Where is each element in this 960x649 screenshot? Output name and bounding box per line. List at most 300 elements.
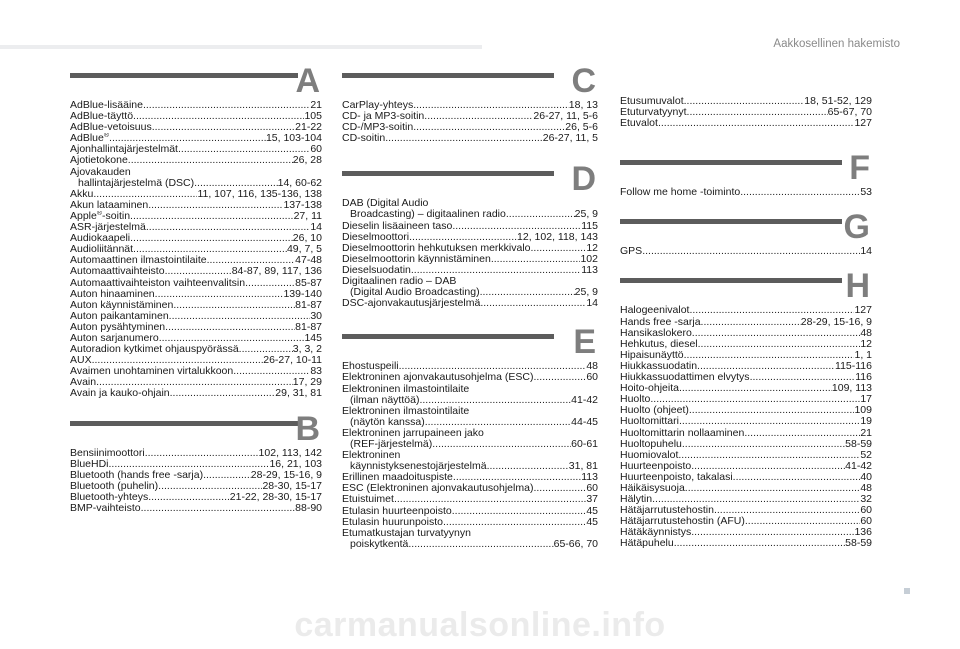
index-entry [620,187,872,198]
entry-pages: 21 [310,100,322,111]
entry-pages: 44-45 [571,416,598,428]
index-entry [620,538,872,549]
dot-leader [203,470,251,481]
index-entry [342,461,598,472]
index-entry [620,439,872,450]
index-section [342,323,598,550]
watermark: carmanualsonline.info [294,606,666,644]
dot-leader [109,459,270,470]
entry-pages: 60 [860,516,872,528]
entry-pages: 58-59 [845,438,872,450]
entry-term: GPS [620,246,643,258]
index-entry [620,394,872,405]
entry-pages: 83 [310,366,322,378]
dot-leader [233,366,310,377]
section-letter: C [571,62,596,100]
entry-pages: 84-87, 89, 117, 136 [231,266,322,278]
entry-term: Hiukkassuodatin [620,360,698,372]
entry-term: Dieselmoottorin käynnistäminen [342,253,491,265]
entry-term: Dieselmoottori [342,231,410,243]
index-entry [70,503,322,514]
dot-leader [155,289,284,300]
entry-pages: 37 [586,494,598,506]
index-entry [620,461,872,472]
dot-leader [533,483,586,494]
dot-leader [674,538,845,549]
dot-leader [679,416,860,427]
registered-mark: ® [103,133,110,140]
section-header [342,62,598,100]
section-header [620,267,872,306]
dot-leader [409,232,517,243]
index-column-3 [620,96,872,550]
entry-pages: 27, 11 [293,210,322,222]
index-column-2 [342,62,598,550]
page-header-title: Aakkosellinen hakemisto [773,38,900,50]
entry-pages: 115 [581,220,598,232]
dot-leader [194,178,278,189]
entry-term: Audiokaapeli [70,233,131,245]
index-entry [342,417,598,428]
entry-pages: 14 [586,298,598,310]
entry-pages: 47-48 [295,255,322,267]
dot-leader [652,494,860,505]
index-entry [342,428,598,439]
index-entry [70,459,322,470]
dot-leader [425,417,571,428]
entry-term: AdBlue-vetoisuus [70,122,152,134]
header-bar [0,45,482,49]
entry-pages: 102 [580,253,598,265]
entry-term: Halogeenivalot [620,305,690,317]
index-entry [620,317,872,328]
entry-pages: 109 [854,405,872,417]
index-entry [70,189,322,200]
entry-pages: 60 [310,144,322,156]
index-entry [342,265,598,276]
dot-leader [697,361,835,372]
entry-term: poiskytkentä [350,538,409,550]
entry-pages: 14 [860,246,872,258]
section-letter: H [845,267,870,306]
index-entry [620,405,872,416]
index-entry [70,155,322,166]
dot-leader [533,372,586,383]
dot-leader [408,539,553,550]
entry-term: (ilman näyttöä) [350,394,420,406]
entry-term: Digitaalinen radio – DAB [342,276,457,288]
section-rule [620,160,842,165]
entry-term: Dieselsuodatin [342,264,411,276]
dot-leader [93,189,197,200]
entry-term: Hätäjarrutustehostin (AFU) [620,516,745,528]
index-entry [342,539,598,550]
entry-pages: 45 [586,505,598,517]
index-entry [342,483,598,494]
entry-term: CarPlay-yhteys [342,100,414,111]
index-column-1 [70,62,322,514]
dot-leader [687,107,828,118]
dot-leader [419,395,571,406]
entry-pages: 26, 5-6 [565,122,598,134]
dot-leader [701,317,801,328]
entry-pages: 3, 3, 2 [292,344,322,356]
entry-term: Automaattivaihteiston vaihteenvalitsin [70,277,246,289]
entry-pages: 26, 10 [292,233,322,245]
entry-term: Hätäkäynnistys [620,527,692,539]
index-entry [342,133,598,144]
index-entry [70,377,322,388]
entry-term: Elektroninen ilmastointilaite [342,405,470,417]
entry-pages: 49, 7, 5 [286,244,322,256]
entry-pages: 25, 9 [574,209,598,221]
entry-term: AdBlue-täyttö [70,111,134,123]
dot-leader [650,394,860,405]
dot-leader [96,377,293,388]
entry-term: (REF-järjestelmä) [350,438,433,450]
entry-term: Akku [70,188,94,200]
dot-leader [128,155,293,166]
entry-pages: 12, 102, 118, 143 [517,231,598,243]
dot-leader [424,111,533,122]
dot-leader [452,221,581,232]
index-entry [70,470,322,481]
entry-pages: 85-87 [295,277,322,289]
index-entry [620,372,872,383]
entry-pages: 116 [855,372,872,384]
entry-term: CD- ja MP3-soitin [342,111,425,123]
index-section [620,267,872,550]
index-entry [620,328,872,339]
dot-leader [245,278,295,289]
dot-leader [173,300,295,311]
index-entry [70,333,322,344]
entry-pages: 29, 31, 81 [275,388,322,400]
index-entry [342,111,598,122]
dot-leader [750,372,856,383]
entry-pages: 41-42 [845,460,872,472]
section-letter: E [573,323,596,362]
entry-term: Auton paikantaminen [70,310,169,322]
dot-leader [109,133,266,144]
entry-pages: 14 [310,222,322,234]
entry-term: Etuistuimet [342,494,394,506]
index-entry [70,322,322,333]
dot-leader [491,254,581,265]
index-entry [620,305,872,316]
entry-term: Ajovakauden [70,166,131,178]
dot-leader [480,298,586,309]
index-entry [342,209,598,220]
entry-term: Hätäpuhelu [620,538,674,550]
entry-pages: 31, 81 [568,461,598,473]
index-entry [342,100,598,111]
entry-pages: 30 [310,310,322,322]
index-entry [70,122,322,133]
section-letter: F [849,149,870,188]
entry-term: Bensiinimoottori [70,447,145,459]
entry-term: Dieselin lisäaineen taso [342,220,453,232]
entry-term: käynnistyksenestojärjestelmä [350,461,487,473]
entry-pages: 18, 51-52, 129 [804,96,872,107]
entry-term: ASR-järjestelmä [70,222,146,234]
index-entry [70,388,322,399]
dot-leader [165,322,295,333]
entry-pages: 18, 13 [568,100,598,111]
entry-term: Huolto [620,394,651,406]
entry-term: Elektroninen [342,450,401,462]
dot-leader [745,516,860,527]
section-rule [342,73,554,78]
index-entry [70,144,322,155]
entry-term: Huoltomittarin nollaaminen [620,427,745,439]
entry-term: CD-soitin [342,133,386,145]
dot-leader [692,328,861,339]
entry-pages: 21 [860,427,872,439]
index-entry [620,350,872,361]
dot-leader [658,118,855,129]
dot-leader [682,439,845,450]
entry-term: Hätäjarrutustehostin [620,505,714,517]
dot-leader [487,461,569,472]
index-entry [70,266,322,277]
index-entry [620,450,872,461]
section-rule [70,421,298,426]
entry-term: Avaimen unohtaminen virtalukkoon [70,366,234,378]
section-rule [342,334,554,339]
entry-pages: 113 [581,472,598,484]
entry-pages: 81-87 [295,321,322,333]
entry-pages: 48 [860,327,872,339]
section-header [620,149,872,188]
entry-term: Autoradion kytkimet ohjauspyörässä [70,344,239,356]
dot-leader [399,361,587,372]
index-entry [70,200,322,211]
entry-term: Dieselmoottorin hehkutuksen merkkivalo [342,242,531,254]
dot-leader [239,344,293,355]
entry-term: Elektroninen jarrupaineen jako [342,427,484,439]
dot-leader [452,506,587,517]
dot-leader [159,333,305,344]
entry-pages: 25, 9 [574,287,598,299]
index-entry [342,494,598,505]
index-entry [342,395,598,406]
entry-pages: 12 [860,338,872,350]
index-entry [70,244,322,255]
dot-leader [158,481,262,492]
entry-pages: 60 [586,372,598,384]
entry-term: Audioliitännät [70,244,134,256]
dot-leader [141,503,296,514]
entry-term: BlueHDi [70,458,109,470]
index-entry [342,287,598,298]
entry-pages: 60 [586,483,598,495]
entry-term: Bluetooth (puhelin) [70,480,159,492]
entry-term: DAB (Digital Audio [342,198,429,210]
entry-term: Automaattivaihteisto [70,266,165,278]
index-entry [620,494,872,505]
index-entry [70,481,322,492]
entry-pages: 105 [304,111,322,123]
entry-term: Erillinen maadoituspiste [342,472,453,484]
entry-pages: 65-67, 70 [827,107,872,119]
dot-leader [531,243,587,254]
dot-leader [152,122,295,133]
entry-pages: 139-140 [283,288,322,300]
entry-pages: 81-87 [295,299,322,311]
dot-leader [733,472,861,483]
dot-leader [678,450,860,461]
entry-pages: 52 [860,449,872,461]
section-letter: G [843,208,870,247]
index-entry [342,298,598,309]
index-entry [342,122,598,133]
section-header [620,208,872,247]
dot-leader [740,187,860,198]
index-entry [620,383,872,394]
entry-pages: 127 [854,118,872,130]
entry-pages: 145 [304,332,322,344]
entry-pages: 15, 103-104 [265,133,322,145]
entry-term: Auton pysähtyminen [70,321,166,333]
entry-term: AdBlue-lisääine [70,100,143,111]
index-section [342,160,598,310]
dot-leader [684,96,805,107]
index-entry [70,366,322,377]
index-section [620,149,872,199]
section-letter: D [571,160,596,199]
page-corner-marker [904,588,910,594]
index-entry [620,96,872,107]
index-entry [70,289,322,300]
entry-term: Bluetooth-yhteys [70,491,149,503]
entry-pages: 88-90 [295,503,322,514]
section-header [70,409,322,448]
entry-term: Hipaisunäyttö [620,349,684,361]
dot-leader [453,472,581,483]
index-entry [620,505,872,516]
entry-term: Auton hinaaminen [70,288,155,300]
entry-term: Etulasin huurteenpoisto [342,505,452,517]
entry-term: Akun lataaminen [70,199,149,211]
dot-leader [685,483,861,494]
entry-term: Häikäisysuoja [620,482,685,494]
index-entry [342,198,598,209]
index-entry [70,178,322,189]
entry-term: Hälytin [620,494,653,506]
entry-pages: 28-30, 15-17 [262,480,322,492]
entry-term: (näytön kanssa) [350,416,425,428]
entry-pages: 45 [586,516,598,528]
entry-pages: 48 [586,361,598,373]
entry-pages: 28-29, 15-16, 9 [250,469,322,481]
dot-leader [744,428,860,439]
dot-leader [394,494,586,505]
index-entry [620,339,872,350]
entry-term: Hoito-ohjeita [620,383,679,395]
index-entry [342,439,598,450]
entry-pages: 41-42 [571,394,598,406]
index-entry [620,483,872,494]
index-entry [70,233,322,244]
dot-leader [413,100,569,111]
dot-leader [443,517,586,528]
entry-pages: 32 [860,494,872,506]
entry-term: Auton sarjanumero [70,332,159,344]
section-rule [342,171,554,176]
dot-leader [411,265,581,276]
index-entry [342,232,598,243]
index-entry [70,448,322,459]
index-entry [620,428,872,439]
entry-term: Hiukkassuodattimen elvytys [620,372,750,384]
index-section [620,96,872,129]
entry-pages: 40 [860,471,872,483]
entry-term: CD-/MP3-soitin [342,122,414,134]
entry-pages: 1, 1 [854,349,872,361]
index-entry [342,276,598,287]
dot-leader [691,527,854,538]
index-entry [620,246,872,257]
entry-term: Huoltomittari [620,416,679,428]
index-entry [342,506,598,517]
entry-term: Huolto (ohjeet) [620,405,689,417]
index-entry [342,406,598,417]
entry-pages: 136 [854,527,872,539]
entry-pages: 102, 113, 142 [258,447,322,459]
index-entry [342,517,598,528]
dot-leader [130,233,293,244]
dot-leader [506,209,575,220]
index-entry [70,133,322,144]
entry-term: Etuvalot [620,118,658,130]
index-entry [620,527,872,538]
entry-pages: 21-22 [295,122,322,134]
index-entry [620,472,872,483]
dot-leader [148,492,230,503]
index-entry [620,516,872,527]
dot-leader [679,383,832,394]
entry-term: Auton käynnistäminen [70,299,174,311]
dot-leader [642,246,860,257]
dot-leader [92,355,264,366]
entry-pages: 113 [581,264,598,276]
dot-leader [689,405,855,416]
index-entry [342,254,598,265]
index-entry [70,278,322,289]
entry-term: Bluetooth (hands free -sarja) [70,469,204,481]
index-entry [70,355,322,366]
dot-leader [146,222,310,233]
entry-pages: 53 [860,187,872,199]
index-entry [342,243,598,254]
entry-term: Huomiovalot [620,449,679,461]
index-section [70,409,322,515]
entry-pages: 58-59 [845,538,872,550]
dot-leader [413,122,565,133]
entry-term: AUX [70,355,92,367]
entry-term: (Digital Audio Broadcasting) [350,287,480,299]
dot-leader [143,100,310,111]
entry-term: Etulasin huurunpoisto [342,516,443,528]
entry-term: Etumatkustajan turvatyynyn [342,527,471,539]
entry-term: Hands free -sarja [620,316,701,328]
entry-pages: 17, 29 [292,377,322,389]
entry-pages: 109, 113 [831,383,872,395]
dot-leader [133,111,304,122]
index-entry [620,107,872,118]
entry-pages: 60 [860,505,872,517]
